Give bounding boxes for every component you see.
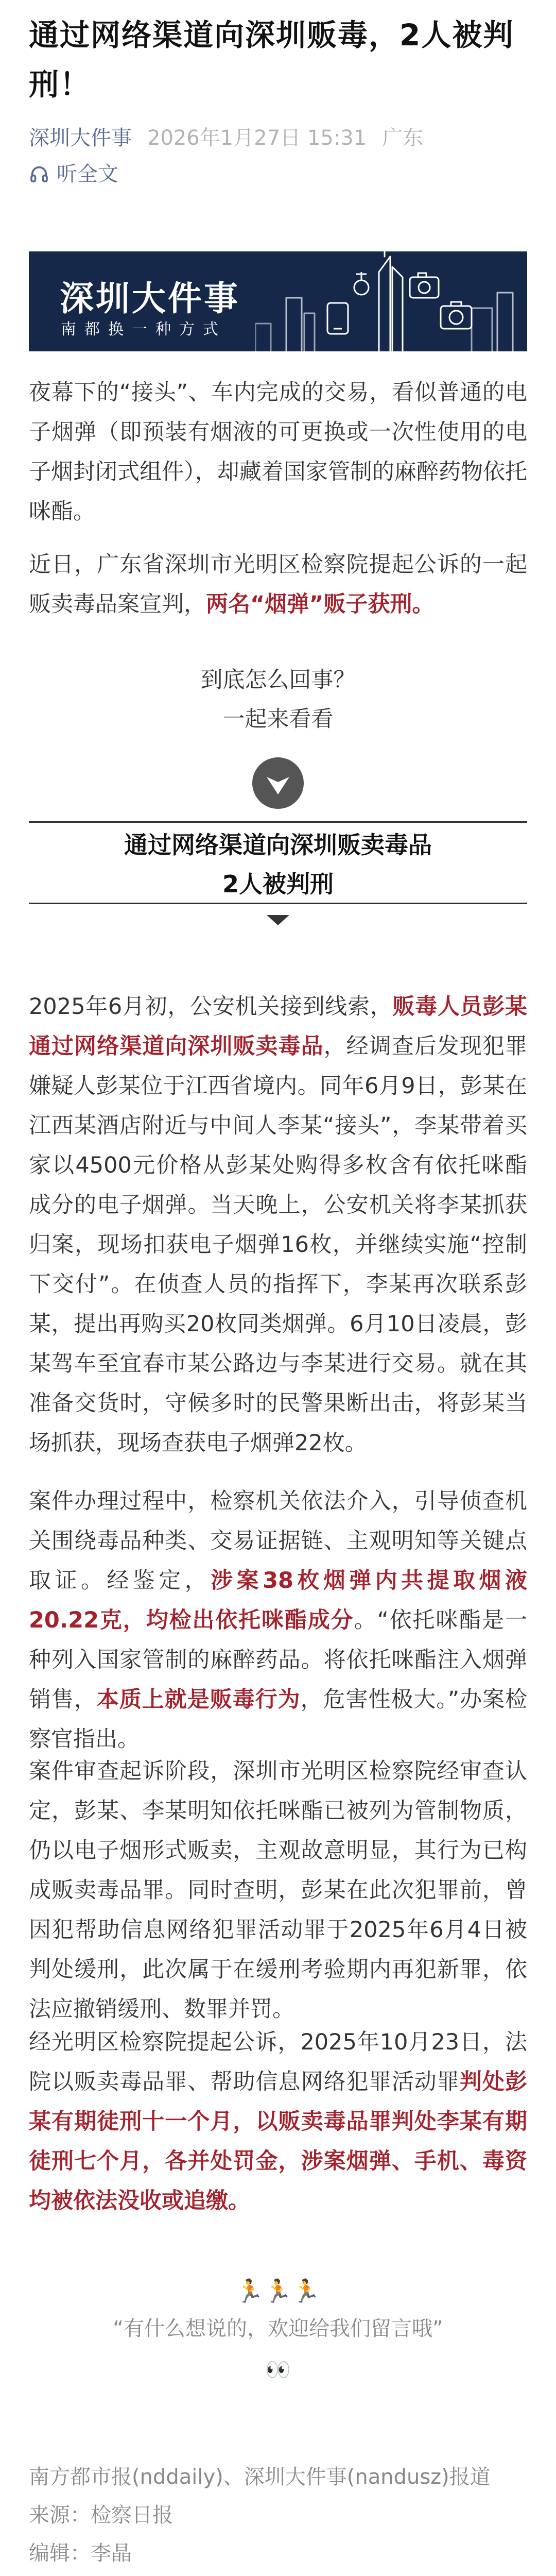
down-arrow-icon [251,756,305,810]
question-line: 到底怎么回事？ [200,667,356,693]
publish-datetime: 2026年1月27日 15:31 [147,126,367,150]
body-paragraph-2-text-a: 案件办理过程中，检察机关依法介入，引导侦查机关围绕毒品种类、交易证据链、主观明知等关键点取证。经鉴定， [29,1488,527,1594]
article-meta [29,124,527,152]
eyes-emoji: 👀 [265,2358,291,2382]
section-title [29,825,527,904]
body-paragraph-4-text: 经光明区检察院提起公诉，2025年10月23日，法院以贩卖毒品罪、帮助信息网络犯罪活动罪 [29,2029,527,2095]
intro-paragraph-2-text: 近日，广东省深圳市光明区检察院提起公诉的一起贩卖毒品案宣判， [29,552,527,617]
comment-invite: “有什么想说的，欢迎给我们留言哦” [113,2317,443,2341]
brand-banner [29,251,527,351]
section-divider-bottom [29,903,527,904]
section-divider-top [29,821,527,823]
source-credit: 来源：检察日报 [29,2503,173,2527]
headphones-icon [29,164,49,184]
body-paragraph-2-text-c: ，危害性极大。”办案检察官指出。 [29,1687,528,1752]
body-paragraph-1 [29,987,527,1463]
publish-location: 广东 [382,126,424,150]
report-credit: 南方都市报(nddaily)、深圳大件事(nandusz)报道 [29,2465,491,2489]
listen-label: 听全文 [57,162,118,186]
listen-full-text-button[interactable] [29,160,118,189]
section-title-line-1: 通过网络渠道向深圳贩卖毒品 [124,831,432,859]
banner-brand-name: 深圳大件事 [60,279,240,318]
triangle-down-icon [267,915,289,925]
section-title-line-2: 2人被判刑 [222,870,334,898]
together-line: 一起来看看 [222,706,334,732]
body-paragraph-4-highlight: 判处彭某有期徒刑十一个月，以贩卖毒品罪判处李某有期徒刑七个月，各并处罚金，涉案烟弹、手机、毒资均被依法没收或追缴。 [29,2069,528,2214]
intro-paragraph-2 [29,545,527,624]
body-paragraph-1-text-a: 2025年6月初，公安机关接到线索， [29,994,393,1020]
body-paragraph-1-text-b: ，经调查后发现犯罪嫌疑人彭某位于江西省境内。同年6月9日，彭某在江西某酒店附近与中间人李某“接头”，李某带着买家以4500元价格从彭某处购得多枚含有依托咪酯成分的电子烟弹。当天晚上，公安机关将李某抓获归案，现场扣获电子烟弹16枚，并继续实施“控制下交付”。在侦查人员的指挥下，李某再次联系彭某，提出再购买20枚同类烟弹。6月10日凌晨，彭某驾车至宜春市某公路边与李某进行交易。就在其准备交货时，守候多时的民警果断出击，将彭某当场抓获，现场查获电子烟弹22枚。 [29,1033,528,1456]
account-name-link[interactable]: 深圳大件事 [29,126,132,150]
body-paragraph-2-highlight-1: 涉案38枚烟弹内共提取烟液20.22克，均检出依托咪酯成分 [29,1568,527,1633]
city-skyline-illustration [255,251,527,351]
body-paragraph-2-highlight-2: 本质上就是贩毒行为 [96,1687,301,1713]
runners-emoji: 🏃🏃🏃 [235,2278,321,2304]
body-paragraph-4 [29,2023,527,2221]
intro-highlight: 两名“烟弹”贩子获刑。 [206,591,435,617]
body-paragraph-2 [29,1482,527,1759]
banner-slogan: 南都换一种方式 [61,320,227,338]
editor-credit: 编辑：李晶 [29,2541,132,2565]
body-paragraph-3: 案件审查起诉阶段，深圳市光明区检察院经审查认定，彭某、李某明知依托咪酯已被列为管制物质，仍以电子烟形式贩卖，主观故意明显，其行为已构成贩卖毒品罪。同时查明，彭某在此次犯罪前，曾因犯帮助信息网络犯罪活动罪于2025年6月4日被判处缓刑，此次属于在缓刑考验期内再犯新罪，依法应撤销缓刑、数罪并罚。 [29,1758,527,2022]
article-title: 通过网络渠道向深圳贩毒，2人被判刑！ [29,18,514,102]
body-paragraph-2-text-b: 。“依托咪酯是一种列入国家管制的麻醉药品。将依托咪酯注入烟弹销售， [29,1607,527,1713]
intro-paragraph-1: 夜幕下的“接头”、车内完成的交易，看似普通的电子烟弹（即预装有烟液的可更换或一次性使用的电子烟封闭式组件），却藏着国家管制的麻醉药物依托咪酯。 [29,380,527,524]
body-paragraph-1-highlight: 贩毒人员彭某通过网络渠道向深圳贩卖毒品 [29,994,528,1059]
